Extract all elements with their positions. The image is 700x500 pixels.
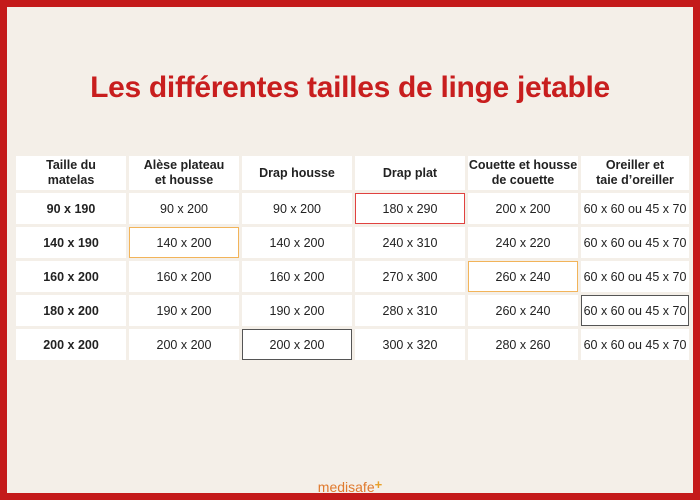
header-mattress-size: Taille du matelas bbox=[16, 156, 126, 190]
header-duvet: Couette et housse de couette bbox=[468, 156, 578, 190]
table-row bbox=[16, 193, 689, 224]
table-cell-mattress: 140 x 190 bbox=[16, 227, 126, 258]
table-cell-highlighted: 260 x 240 bbox=[468, 261, 578, 292]
table-cell: 240 x 310 bbox=[355, 227, 465, 258]
header-flat-sheet: Drap plat bbox=[355, 156, 465, 190]
table-cell: 260 x 240 bbox=[468, 295, 578, 326]
table-cell: 160 x 200 bbox=[242, 261, 352, 292]
table-cell: 280 x 310 bbox=[355, 295, 465, 326]
table-cell: 200 x 200 bbox=[468, 193, 578, 224]
table-cell-mattress: 90 x 190 bbox=[16, 193, 126, 224]
table-cell-highlighted: 60 x 60 ou 45 x 70 bbox=[581, 295, 689, 326]
table-cell: 90 x 200 bbox=[129, 193, 239, 224]
table-cell-mattress: 200 x 200 bbox=[16, 329, 126, 360]
table-cell-mattress: 180 x 200 bbox=[16, 295, 126, 326]
table-cell: 160 x 200 bbox=[129, 261, 239, 292]
brand-logo-text: medisafe bbox=[317, 479, 375, 495]
table-cell: 300 x 320 bbox=[355, 329, 465, 360]
table-cell: 240 x 220 bbox=[468, 227, 578, 258]
table-cell-highlighted: 180 x 290 bbox=[355, 193, 465, 224]
table-row bbox=[16, 295, 689, 326]
page-title: Les différentes tailles de linge jetable bbox=[90, 71, 610, 104]
header-pillow: Oreiller et taie d’oreiller bbox=[581, 156, 689, 190]
header-mattress-protector: Alèse plateau et housse bbox=[129, 156, 239, 190]
table-row bbox=[16, 227, 689, 258]
table-cell: 270 x 300 bbox=[355, 261, 465, 292]
table-cell: 60 x 60 ou 45 x 70 bbox=[581, 227, 689, 258]
brand-plus-icon: + bbox=[374, 477, 383, 492]
table-cell: 90 x 200 bbox=[242, 193, 352, 224]
table-cell: 190 x 200 bbox=[242, 295, 352, 326]
table-cell-highlighted: 140 x 200 bbox=[129, 227, 239, 258]
page-frame bbox=[7, 7, 693, 493]
table-row bbox=[16, 261, 689, 292]
size-table bbox=[13, 153, 692, 363]
header-fitted-sheet: Drap housse bbox=[242, 156, 352, 190]
table-header-row bbox=[16, 156, 689, 190]
table-cell: 280 x 260 bbox=[468, 329, 578, 360]
table-row bbox=[16, 329, 689, 360]
table-cell-highlighted: 200 x 200 bbox=[242, 329, 352, 360]
table-cell: 140 x 200 bbox=[242, 227, 352, 258]
table-cell: 60 x 60 ou 45 x 70 bbox=[581, 329, 689, 360]
table-cell: 60 x 60 ou 45 x 70 bbox=[581, 193, 689, 224]
brand-logo bbox=[7, 477, 693, 495]
table-cell: 60 x 60 ou 45 x 70 bbox=[581, 261, 689, 292]
table-cell: 200 x 200 bbox=[129, 329, 239, 360]
table-cell: 190 x 200 bbox=[129, 295, 239, 326]
table-cell-mattress: 160 x 200 bbox=[16, 261, 126, 292]
